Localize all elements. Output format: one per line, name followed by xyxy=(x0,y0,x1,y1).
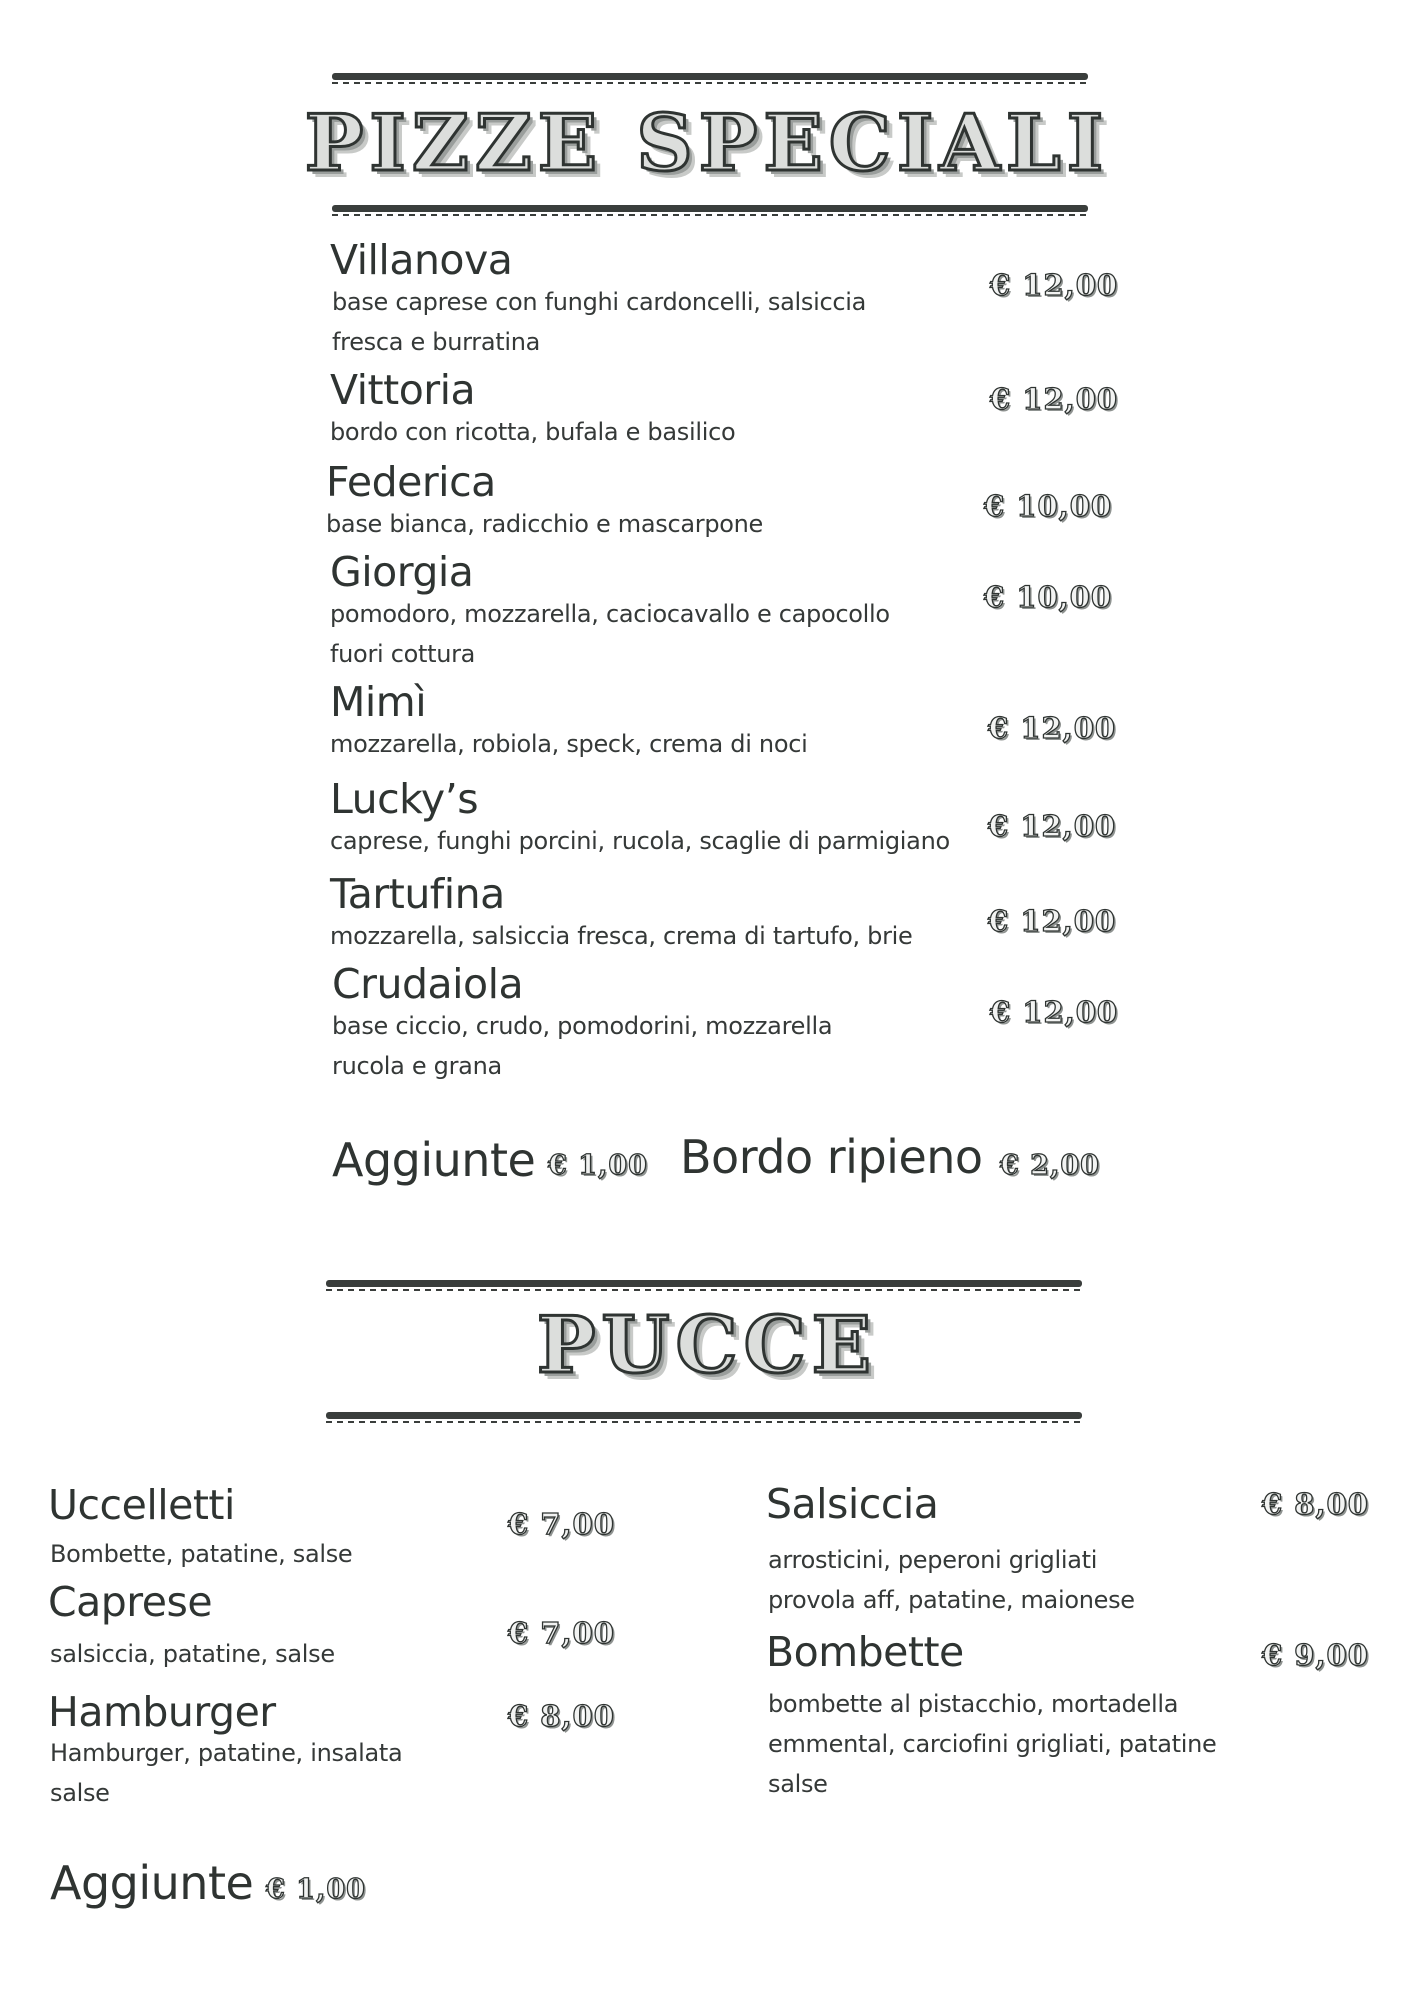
pizze-aggiunte-label: Aggiunte xyxy=(332,1133,536,1187)
pucce-price: € 8,00 xyxy=(1262,1487,1369,1521)
pucce-description: bombette al pistacchio, mortadella emmental, carciofini grigliati, patatine salse xyxy=(768,1690,1217,1798)
pizza-price: € 12,00 xyxy=(990,382,1119,416)
pizza-name: Giorgia xyxy=(330,548,474,596)
pizza-price: € 12,00 xyxy=(990,268,1119,302)
pizza-description: pomodoro, mozzarella, caciocavallo e capocollo fuori cottura xyxy=(330,600,890,668)
pizze-aggiunte-price: € 1,00 xyxy=(548,1150,648,1181)
pizza-name: Vittoria xyxy=(330,366,476,414)
pucce-price: € 9,00 xyxy=(1262,1638,1369,1672)
pucce-price: € 7,00 xyxy=(508,1507,615,1541)
pizza-name: Villanova xyxy=(330,236,513,284)
bordo-ripieno-label: Bordo ripieno xyxy=(680,1130,983,1184)
pucce-description: salsiccia, patatine, salse xyxy=(50,1640,335,1668)
pucce-price: € 7,00 xyxy=(508,1616,615,1650)
pizza-price: € 10,00 xyxy=(984,580,1113,614)
pizze-speciali-title: PIZZE SPECIALI xyxy=(304,98,1110,189)
pizza-price: € 10,00 xyxy=(984,489,1113,523)
pizza-name: Crudaiola xyxy=(332,960,524,1008)
pucce-name: Bombette xyxy=(766,1628,964,1676)
title-rule-bottom xyxy=(332,205,1088,212)
pizza-description: caprese, funghi porcini, rucola, scaglie di parmigiano xyxy=(330,827,950,855)
pizza-description: mozzarella, robiola, speck, crema di noci xyxy=(330,730,808,758)
pizza-price: € 12,00 xyxy=(988,711,1117,745)
pucce-description: arrosticini, peperoni grigliati provola aff, patatine, maionese xyxy=(768,1546,1135,1614)
pizza-name: Federica xyxy=(326,458,496,506)
pucce-name: Hamburger xyxy=(48,1688,276,1736)
pucce-rule-bottom xyxy=(326,1412,1082,1419)
pucce-name: Caprese xyxy=(48,1578,213,1626)
title-rule-top xyxy=(332,73,1088,80)
pucce-title: PUCCE xyxy=(536,1300,878,1391)
pucce-description: Bombette, patatine, salse xyxy=(50,1540,353,1568)
pucce-aggiunte-label: Aggiunte xyxy=(50,1856,254,1910)
pucce-rule-top xyxy=(326,1280,1082,1287)
pucce-description: Hamburger, patatine, insalata salse xyxy=(50,1739,403,1807)
pucce-price: € 8,00 xyxy=(508,1699,615,1733)
pizza-description: base caprese con funghi cardoncelli, salsiccia fresca e burratina xyxy=(332,288,867,356)
pizza-name: Tartufina xyxy=(330,870,505,918)
pizza-price: € 12,00 xyxy=(988,904,1117,938)
pizza-description: mozzarella, salsiccia fresca, crema di tartufo, brie xyxy=(330,922,913,950)
pizza-price: € 12,00 xyxy=(990,995,1119,1029)
pizza-name: Lucky’s xyxy=(330,775,479,823)
pucce-name: Uccelletti xyxy=(48,1481,235,1529)
pizza-description: bordo con ricotta, bufala e basilico xyxy=(330,418,736,446)
pizza-description: base bianca, radicchio e mascarpone xyxy=(326,510,764,538)
pucce-aggiunte-price: € 1,00 xyxy=(266,1874,366,1905)
pizza-description: base ciccio, crudo, pomodorini, mozzarella rucola e grana xyxy=(332,1012,833,1080)
bordo-ripieno-price: € 2,00 xyxy=(1000,1150,1100,1181)
pizza-name: Mimì xyxy=(330,678,427,726)
pizza-price: € 12,00 xyxy=(988,809,1117,843)
pucce-name: Salsiccia xyxy=(766,1480,939,1528)
